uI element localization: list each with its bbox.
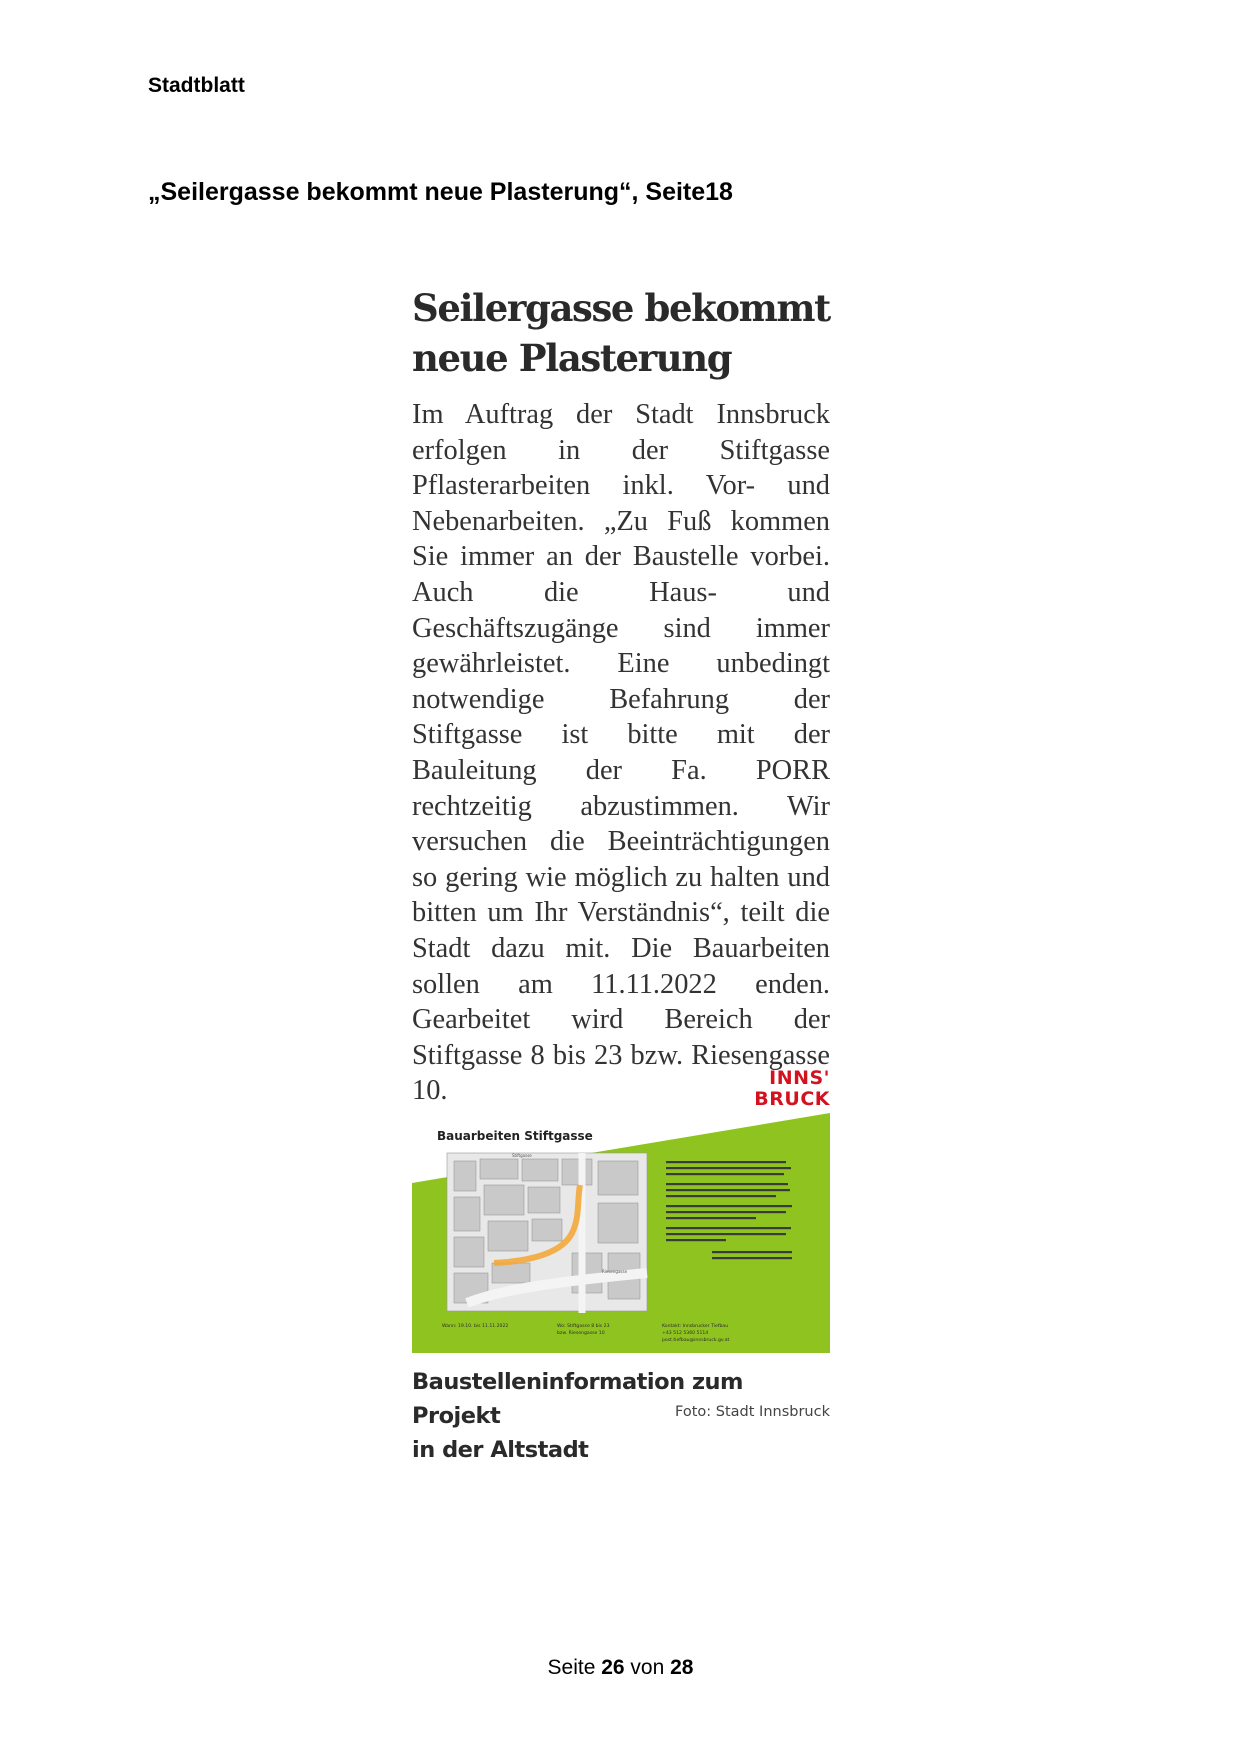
svg-text:Stiftgasse: Stiftgasse xyxy=(512,1153,532,1158)
poster-info-contact: Kontakt: Innsbrucker Tiefbau +43 512 5360 5114 post.tiefbau@innsbruck.gv.at xyxy=(662,1324,730,1343)
article-body: Im Auftrag der Stadt Innsbruck erfolgen in der Stiftgasse Pflasterarbeiten inkl. Vor- und Nebenarbeiten. „Zu Fuß kommen Sie immer an der Baustelle vorbei. Auch die Haus- und Geschäftszugänge sind immer gewährleistet. Eine unbedingt notwendige Befahrung der Stiftgasse ist bitte mit der Bauleitung der Fa. PORR rechtzeitig abzustimmen. Wir versuchen die Beeinträchtigungen so gering wie möglich zu halten und bitten um Ihr Verständnis“, teilt die Stadt dazu mit. Die Bauarbeiten sollen am 11.11.2022 enden. Gearbeitet wird Bereich der Stiftgasse 8 bis 23 bzw. Riesengasse 10. xyxy=(412,399,830,1107)
current-page-number: 26 xyxy=(601,1656,625,1679)
document-title: „Seilergasse bekommt neue Plasterung“, Seite18 xyxy=(148,178,733,206)
image-caption: Baustelleninformation zum Projekt in der Altstadt xyxy=(412,1369,743,1463)
construction-poster-image xyxy=(412,1113,830,1353)
page-footer xyxy=(0,1656,1241,1680)
poster-graphic xyxy=(412,1113,830,1353)
newspaper-clipping xyxy=(412,283,830,1463)
svg-text:Riesengasse: Riesengasse xyxy=(602,1269,628,1274)
total-pages: 28 xyxy=(670,1656,694,1679)
poster-info-when: Wann: 19.10. bis 11.11.2022 xyxy=(442,1324,509,1329)
photo-credit: Foto: Stadt Innsbruck xyxy=(675,1404,830,1420)
publication-name: Stadtblatt xyxy=(148,74,245,97)
poster-info-where: Wo: Stiftgasse 8 bis 23 bzw. Riesengasse 10 xyxy=(557,1324,610,1336)
article-headline: Seilergasse bekommt neue Plasterung xyxy=(412,286,830,380)
poster-title: Bauarbeiten Stiftgasse xyxy=(437,1129,593,1143)
footer-middle: von xyxy=(624,1656,671,1679)
innsbruck-logo: INNS' BRUCK xyxy=(754,1067,830,1110)
footer-prefix: Seite xyxy=(547,1656,602,1679)
